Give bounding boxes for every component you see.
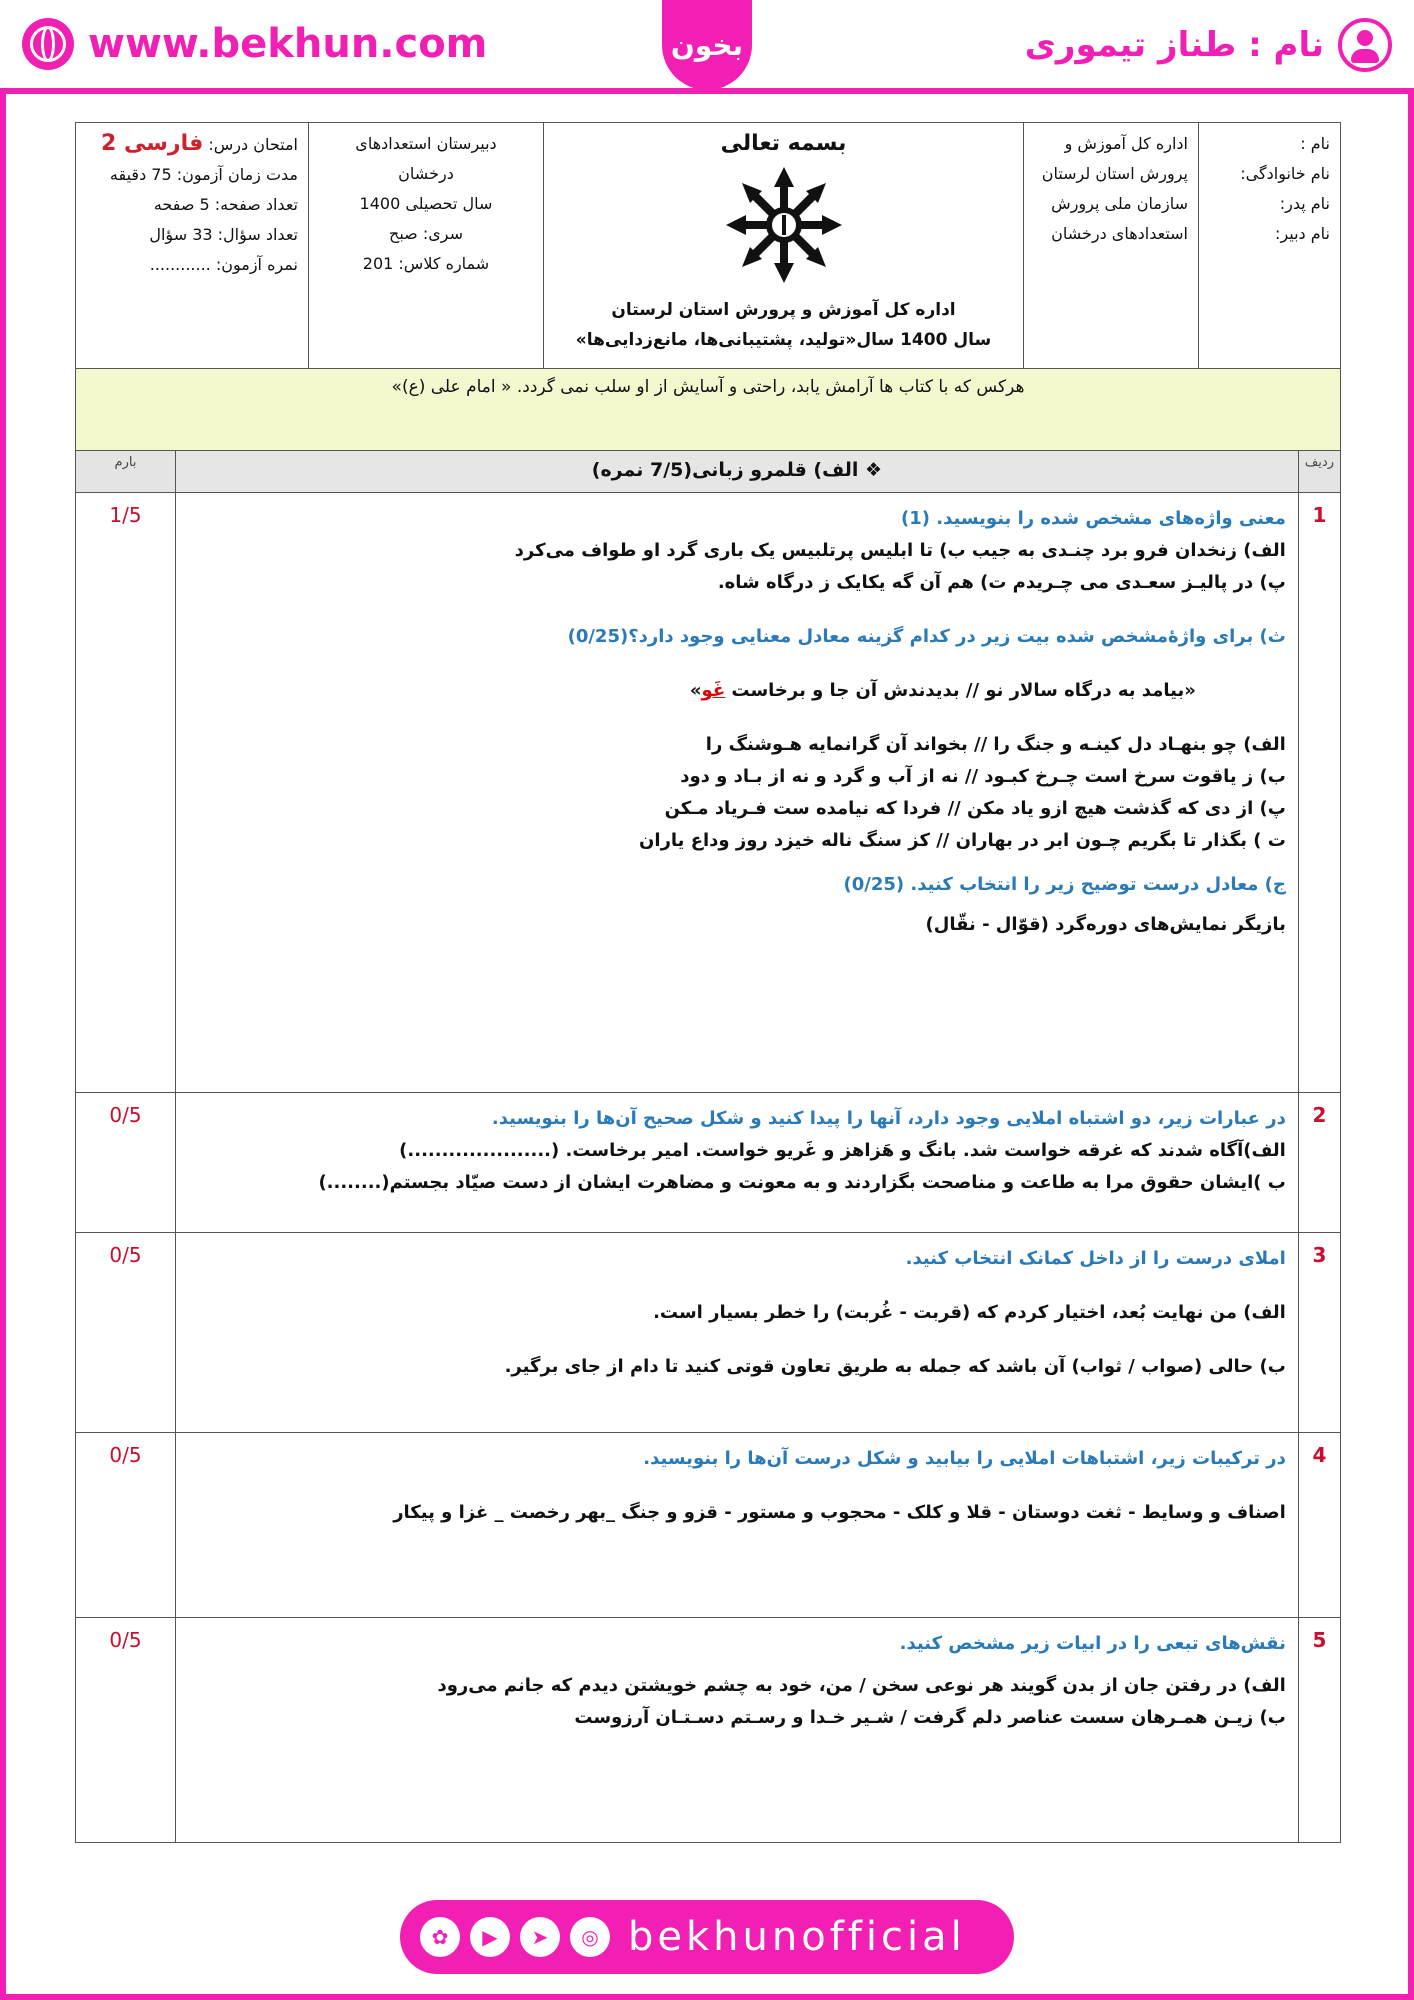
question-number: 2	[1298, 1093, 1340, 1233]
website[interactable]	[22, 18, 487, 70]
question-body	[176, 1618, 1299, 1843]
school-info	[309, 123, 544, 369]
row-label: ردیف	[1298, 451, 1340, 493]
school-line: درخشان	[398, 164, 454, 183]
question-line: الف) زنخدان فرو برد چنـدی به جیب ب) تا ابلیس پرتلبیس یک باری گرد او طواف می‌کرد	[514, 540, 1286, 561]
center-header	[544, 123, 1024, 369]
social-handle[interactable]: bekhunofficial	[628, 1914, 966, 1960]
question-number: 5	[1298, 1618, 1340, 1843]
highlighted-word: غَو	[701, 680, 726, 701]
verse-end: »	[689, 680, 702, 701]
option: ب) ز یاقوت سرخ است چـرخ کبـود // نه از آب و گرد و نه از بـاد و دود	[680, 766, 1286, 787]
org-line: سازمان ملی پرورش	[1051, 194, 1188, 213]
exam-grade: نمره آزمون: ............	[149, 255, 298, 274]
question-2	[76, 1093, 1341, 1233]
exam-table	[75, 122, 1341, 451]
user-icon	[1338, 18, 1392, 72]
score-label: بارم	[76, 451, 176, 493]
globe-icon	[22, 18, 74, 70]
question-prompt: در عبارات زیر، دو اشتباه املایی وجود دارد، آنها را پیدا کنید و شکل صحیح آن‌ها را بنویسید.	[491, 1108, 1286, 1129]
question-body	[176, 493, 1299, 1093]
school-line: سری: صبح	[389, 224, 463, 243]
question-line: الف)آگاه شدند که غرقه خواست شد. بانگ و هَزاهز و غَریو خواست. امیر برخاست. (.....................)	[399, 1140, 1286, 1161]
field-name: نام :	[1300, 134, 1330, 153]
organization	[1024, 123, 1199, 369]
question-score: 1/5	[76, 493, 176, 1093]
question-line: اصناف و وسایط - ثغت دوستان - قلا و کلک - محجوب و مستور - قزو و جنگ _بهر رخصت _ غزا و پیکار	[393, 1502, 1286, 1523]
field-father: نام پدر:	[1279, 194, 1330, 213]
year-slogan: سال 1400 سال«تولید، پشتیبانی‌ها، مانع‌زدایی‌ها»	[575, 330, 992, 350]
org-line: پرورش استان لرستان	[1041, 164, 1188, 183]
question-line: ب) زیـن همـرهان سست عناصر دلم گرفت / شـیر خـدا و رسـتم دسـتـان آرزوست	[574, 1707, 1286, 1728]
student-name-text: نام : طناز تیموری	[1024, 25, 1324, 65]
question-5	[76, 1618, 1341, 1843]
question-body	[176, 1233, 1299, 1433]
question-score: 0/5	[76, 1618, 176, 1843]
exam-info	[76, 123, 309, 369]
quote-text: هرکس که با کتاب ها آرامش یابد، راحتی و آسایش از او سلب نمی گردد. « امام علی (ع)»	[76, 369, 1341, 451]
center-org: اداره کل آموزش و پرورش استان لرستان	[611, 300, 956, 320]
field-teacher: نام دبیر:	[1275, 224, 1330, 243]
option: پ) از دی که گذشت هیچ ازو یاد مکن // فردا که نیامده ست فـریاد مـکن	[664, 798, 1286, 819]
question-line: ب) حالی (صواب / ثواب) آن باشد که جمله به طریق تعاون قوتی کنید تا دام از جای برگیر.	[504, 1356, 1286, 1377]
question-prompt: معنی واژه‌های مشخص شده را بنویسید. (1)	[901, 508, 1286, 529]
question-prompt: ج) معادل درست توضیح زیر را انتخاب کنید. (0/25)	[843, 874, 1286, 895]
school-line: شماره کلاس: 201	[362, 254, 490, 273]
question-line: الف) من نهایت بُعد، اختیار کردم که (قربت - غُربت) را خطر بسیار است.	[653, 1302, 1286, 1323]
question-prompt: ث) برای واژۀمشخص شده بیت زیر در کدام گزینه معادل معنایی وجود دارد؟(0/25)	[567, 626, 1286, 647]
question-number: 1	[1298, 493, 1340, 1093]
bismillah: بسمه تعالی	[720, 131, 847, 156]
exam-questions: تعداد سؤال: 33 سؤال	[149, 225, 298, 244]
question-score: 0/5	[76, 1433, 176, 1618]
exam-label: امتحان درس:	[208, 135, 298, 154]
question-1	[76, 493, 1341, 1093]
question-score: 0/5	[76, 1233, 176, 1433]
question-prompt: نقش‌های تبعی را در ابیات زیر مشخص کنید.	[899, 1633, 1286, 1654]
bekhun-logo: بخون	[662, 0, 752, 90]
question-3	[76, 1233, 1341, 1433]
exam-duration: مدت زمان آزمون: 75 دقیقه	[109, 165, 298, 184]
question-line: الف) در رفتن جان از بدن گویند هر نوعی سخن / من، خود به چشم خویشتن دیدم که جانم می‌رود	[437, 1675, 1286, 1696]
school-line: دبیرستان استعدادهای	[355, 134, 497, 153]
youtube-icon[interactable]: ▶	[470, 1917, 510, 1957]
question-prompt: در ترکیبات زیر، اشتباهات املایی را بیابید و شکل درست آن‌ها را بنویسید.	[643, 1448, 1286, 1469]
question-number: 4	[1298, 1433, 1340, 1618]
org-line: استعدادهای درخشان	[1051, 224, 1188, 243]
question-body	[176, 1433, 1299, 1618]
exam-pages: تعداد صفحه: 5 صفحه	[153, 195, 298, 214]
option: ت ) بگذار تا بگریم چـون ابر در بهاران // کز سنگ ناله خیزد روز وداع یاران	[639, 830, 1286, 851]
question-line: پ) در پالیـز سعـدی می چـریدم ت) هم آن گه یکایک ز درگاه شاه.	[717, 572, 1286, 593]
telegram-icon[interactable]: ➤	[520, 1917, 560, 1957]
question-number: 3	[1298, 1233, 1340, 1433]
verse: «بیامد به درگاه سالار نو // بدیدندش آن جا و برخاست	[725, 680, 1196, 701]
question-body	[176, 1093, 1299, 1233]
question-prompt: املای درست را از داخل کمانک انتخاب کنید.	[905, 1248, 1286, 1269]
question-line: بازیگر نمایش‌های دوره‌گرد (قوّال - نقّال)	[925, 914, 1286, 935]
url-text: www.bekhun.com	[88, 21, 488, 67]
question-score: 0/5	[76, 1093, 176, 1233]
top-banner	[0, 0, 1414, 94]
quote-row	[76, 369, 1341, 451]
section-title: ❖ الف) قلمرو زبانی(7/5 نمره)	[176, 451, 1299, 493]
option: الف) چو بنهـاد دل کینـه و جنگ را // بخواند آن گرانمایه هـوشنگ را	[705, 734, 1286, 755]
field-family: نام خانوادگی:	[1240, 164, 1330, 183]
instagram-icon[interactable]: ◎	[570, 1917, 610, 1957]
section-header	[76, 451, 1341, 493]
exam-header	[76, 123, 1341, 369]
org-line: اداره کل آموزش و	[1064, 134, 1188, 153]
exam-subject: فارسی 2	[101, 131, 204, 156]
question-4	[76, 1433, 1341, 1618]
student-fields	[1199, 123, 1341, 369]
question-line: ب )ایشان حقوق مرا به طاعت و مناصحت بگزاردند و به معونت و مضاهرت ایشان از دست صیّاد بجستم(........)	[318, 1172, 1286, 1193]
questions-table	[75, 450, 1341, 1843]
school-line: سال تحصیلی 1400	[359, 194, 493, 213]
social-footer	[400, 1900, 1014, 1974]
aparat-icon[interactable]: ✿	[420, 1917, 460, 1957]
iran-emblem-icon	[724, 165, 844, 285]
student-name	[1025, 18, 1392, 72]
